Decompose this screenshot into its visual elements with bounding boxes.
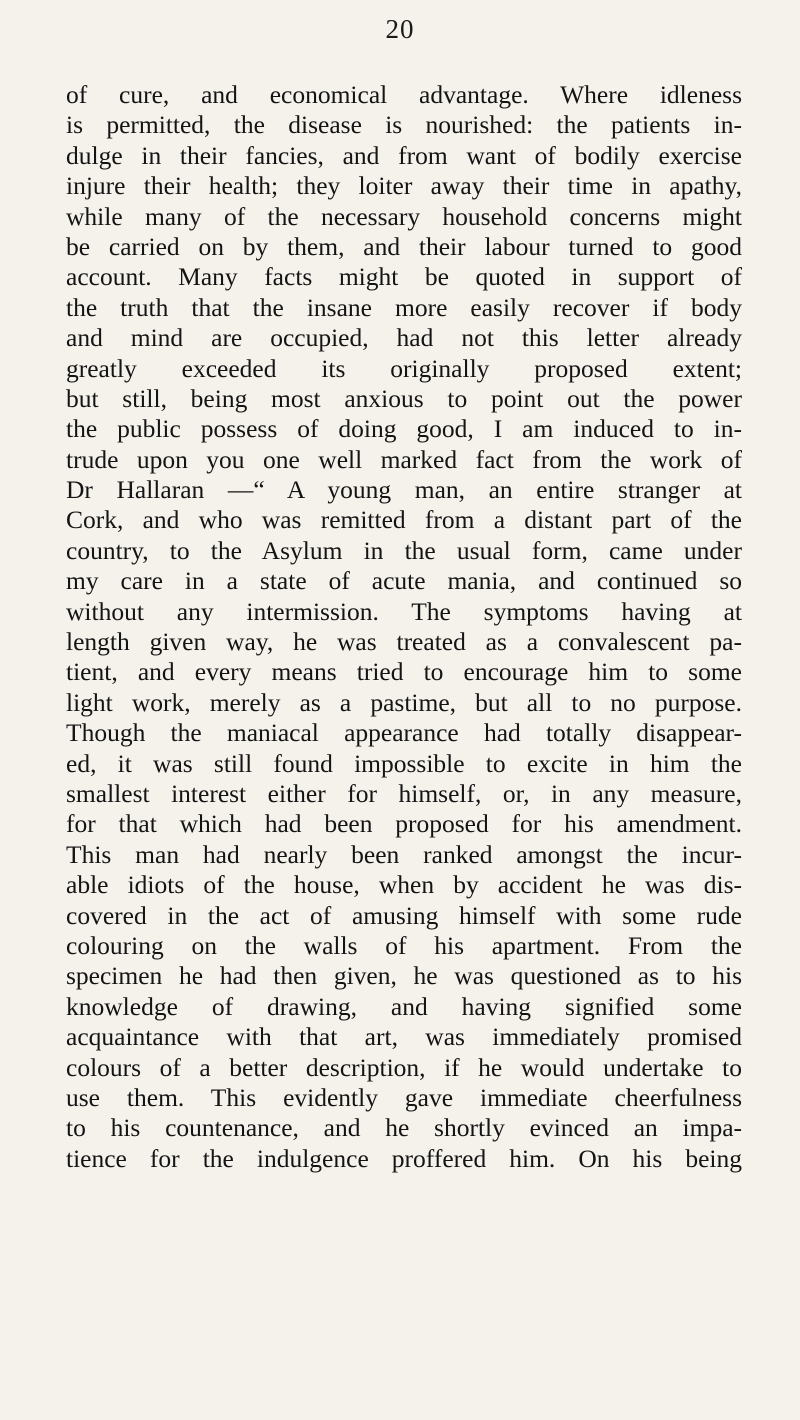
text-line: is permitted, the disease is nourished: the patients in- <box>66 110 742 140</box>
text-line: tient, and every means tried to encourage him to some <box>66 657 742 687</box>
text-line: length given way, he was treated as a convalescent pa- <box>66 627 742 657</box>
text-line: the truth that the insane more easily recover if body <box>66 292 742 322</box>
text-line: to his countenance, and he shortly evinced an impa- <box>66 1113 742 1143</box>
text-line: acquaintance with that art, was immediately promised <box>66 1022 742 1052</box>
text-line: be carried on by them, and their labour turned to good <box>66 231 742 261</box>
text-line: This man had nearly been ranked amongst the incur- <box>66 839 742 869</box>
text-line: colouring on the walls of his apartment. From the <box>66 930 742 960</box>
text-line: injure their health; they loiter away their time in apathy, <box>66 171 742 201</box>
text-line: my care in a state of acute mania, and continued so <box>66 566 742 596</box>
text-line: but still, being most anxious to point out the power <box>66 383 742 413</box>
text-line: specimen he had then given, he was questioned as to his <box>66 961 742 991</box>
text-line: for that which had been proposed for his amendment. <box>66 809 742 839</box>
body-text <box>66 80 742 1174</box>
text-line: and mind are occupied, had not this letter already <box>66 323 742 353</box>
text-line: Though the maniacal appearance had totally disappear- <box>66 718 742 748</box>
text-line: use them. This evidently gave immediate cheerfulness <box>66 1082 742 1112</box>
text-line: account. Many facts might be quoted in support of <box>66 262 742 292</box>
text-line: able idiots of the house, when by accident he was dis- <box>66 870 742 900</box>
text-line: without any intermission. The symptoms having at <box>66 596 742 626</box>
text-line: covered in the act of amusing himself with some rude <box>66 900 742 930</box>
text-line: country, to the Asylum in the usual form, came under <box>66 535 742 565</box>
text-line: while many of the necessary household concerns might <box>66 201 742 231</box>
text-line: ed, it was still found impossible to excite in him the <box>66 748 742 778</box>
text-line: greatly exceeded its originally proposed extent; <box>66 353 742 383</box>
text-line: tience for the indulgence proffered him. On his being <box>66 1143 742 1173</box>
text-line: the public possess of doing good, I am induced to in- <box>66 414 742 444</box>
text-line: trude upon you one well marked fact from the work of <box>66 444 742 474</box>
text-line: dulge in their fancies, and from want of bodily exercise <box>66 140 742 170</box>
text-line: Cork, and who was remitted from a distant part of the <box>66 505 742 535</box>
text-line: smallest interest either for himself, or, in any measure, <box>66 778 742 808</box>
text-line: colours of a better description, if he would undertake to <box>66 1052 742 1082</box>
text-line: light work, merely as a pastime, but all to no purpose. <box>66 687 742 717</box>
text-line: Dr Hallaran —“ A young man, an entire stranger at <box>66 475 742 505</box>
text-line: knowledge of drawing, and having signified some <box>66 991 742 1021</box>
text-line: of cure, and economical advantage. Where idleness <box>66 80 742 109</box>
page-number: 20 <box>385 14 415 44</box>
